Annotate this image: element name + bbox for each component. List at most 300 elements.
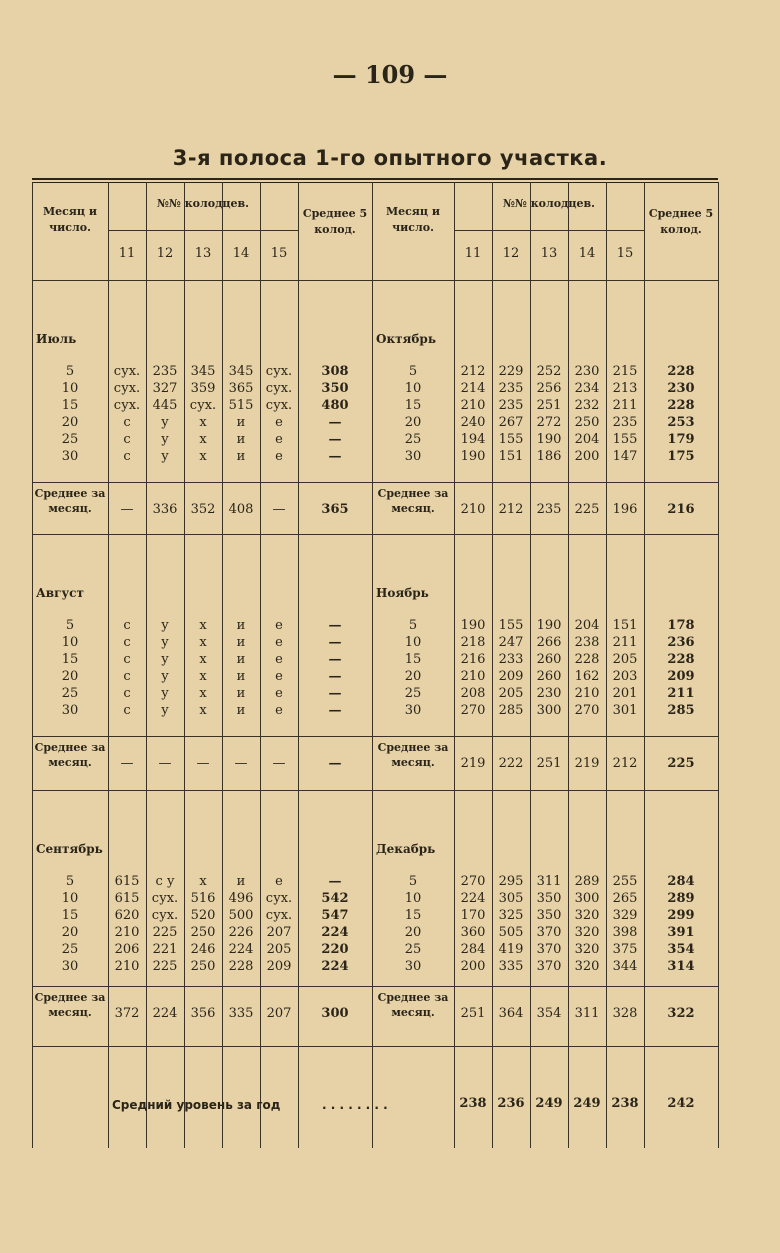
annual-average-value: 249 (573, 1096, 601, 1111)
well-value-cell: х (199, 432, 207, 447)
well-value-cell: сух. (151, 908, 179, 923)
day-cell: 25 (61, 942, 79, 957)
well-value-cell: 620 (114, 908, 140, 923)
well-value-cell: 265 (612, 891, 638, 906)
well-value-cell: 250 (574, 415, 600, 430)
row-rule (32, 736, 718, 737)
well-value-cell: с (123, 686, 131, 701)
month-average-value: 219 (574, 756, 600, 771)
well-value-cell: 365 (228, 381, 254, 396)
well-value-cell: 155 (498, 618, 524, 633)
well-value-cell: 209 (498, 669, 524, 684)
day-cell: 20 (404, 415, 422, 430)
well-value-cell: с (123, 652, 131, 667)
average-cell: 289 (667, 891, 695, 906)
well-value-cell: 235 (498, 381, 524, 396)
header-avg-label: Среднее 5 колод. (302, 207, 368, 236)
well-value-cell: 398 (612, 925, 638, 940)
well-value-cell: е (275, 686, 283, 701)
average-cell: 220 (321, 942, 349, 957)
month-name: Сентябрь (36, 842, 103, 856)
well-value-cell: 151 (612, 618, 638, 633)
well-value-cell: 305 (498, 891, 524, 906)
well-value-cell: 515 (228, 398, 254, 413)
well-value-cell: е (275, 652, 283, 667)
well-value-cell: и (236, 652, 246, 667)
well-value-cell: 230 (574, 364, 600, 379)
well-value-cell: х (199, 874, 207, 889)
month-average-value: 225 (667, 756, 695, 771)
well-value-cell: 232 (574, 398, 600, 413)
well-value-cell: 203 (612, 669, 638, 684)
average-cell: 224 (321, 925, 349, 940)
well-value-cell: 228 (574, 652, 600, 667)
average-cell: 175 (667, 449, 695, 464)
average-cell: 211 (667, 686, 695, 701)
day-cell: 30 (61, 959, 79, 974)
well-value-cell: 205 (612, 652, 638, 667)
day-cell: 20 (404, 925, 422, 940)
well-value-cell: 325 (498, 908, 524, 923)
well-value-cell: 272 (536, 415, 562, 430)
month-average-value: — (234, 756, 248, 771)
well-value-cell: 295 (498, 874, 524, 889)
month-average-value: 372 (114, 1006, 140, 1021)
well-value-cell: сух. (151, 891, 179, 906)
month-average-value: — (120, 502, 134, 517)
well-value-cell: 194 (460, 432, 486, 447)
well-value-cell: 230 (536, 686, 562, 701)
well-value-cell: 235 (612, 415, 638, 430)
well-value-cell: е (275, 703, 283, 718)
well-value-cell: 320 (574, 942, 600, 957)
well-value-cell: х (199, 703, 207, 718)
row-rule (32, 986, 718, 987)
well-value-cell: е (275, 449, 283, 464)
well-value-cell: 266 (536, 635, 562, 650)
well-value-cell: сух. (113, 381, 141, 396)
day-cell: 10 (404, 891, 422, 906)
well-value-cell: 270 (574, 703, 600, 718)
well-value-cell: 615 (114, 891, 140, 906)
well-value-cell: сух. (265, 908, 293, 923)
day-cell: 25 (404, 432, 422, 447)
well-value-cell: 370 (536, 959, 562, 974)
well-value-cell: 344 (612, 959, 638, 974)
well-value-cell: сух. (265, 891, 293, 906)
average-cell: 299 (667, 908, 695, 923)
annual-average-dots: . . . . . . . . (322, 1098, 388, 1112)
day-cell: 5 (408, 364, 418, 379)
header-well-number: 14 (578, 246, 596, 261)
month-average-value: 225 (574, 502, 600, 517)
well-value-cell: 206 (114, 942, 140, 957)
month-average-value: 210 (460, 502, 486, 517)
well-value-cell: 270 (460, 874, 486, 889)
well-value-cell: 228 (228, 959, 254, 974)
well-value-cell: 419 (498, 942, 524, 957)
month-average-value: 335 (228, 1006, 254, 1021)
well-value-cell: 234 (574, 381, 600, 396)
average-cell: 228 (667, 398, 695, 413)
month-average-value: — (272, 502, 286, 517)
well-value-cell: и (236, 432, 246, 447)
well-value-cell: 190 (460, 449, 486, 464)
well-value-cell: е (275, 618, 283, 633)
average-cell: — (328, 432, 342, 447)
well-value-cell: 505 (498, 925, 524, 940)
well-value-cell: 162 (574, 669, 600, 684)
well-value-cell: 615 (114, 874, 140, 889)
well-value-cell: 252 (536, 364, 562, 379)
average-cell: 179 (667, 432, 695, 447)
month-average-value: 354 (536, 1006, 562, 1021)
average-cell: — (328, 635, 342, 650)
average-cell: 391 (667, 925, 695, 940)
average-cell: 314 (667, 959, 695, 974)
well-value-cell: у (161, 618, 169, 633)
well-value-cell: 260 (536, 652, 562, 667)
table-top-rule (32, 178, 718, 180)
day-cell: 30 (404, 703, 422, 718)
well-value-cell: 209 (266, 959, 292, 974)
well-value-cell: х (199, 618, 207, 633)
well-value-cell: 224 (228, 942, 254, 957)
well-value-cell: с (123, 635, 131, 650)
well-value-cell: 251 (536, 398, 562, 413)
well-value-cell: 233 (498, 652, 524, 667)
average-cell: 285 (667, 703, 695, 718)
well-value-cell: 329 (612, 908, 638, 923)
header-well-number: 13 (540, 246, 558, 261)
average-cell: 236 (667, 635, 695, 650)
header-well-number: 15 (616, 246, 634, 261)
well-value-cell: с (123, 449, 131, 464)
well-value-cell: у (161, 635, 169, 650)
month-average-label: Среднее за месяц. (34, 991, 106, 1019)
annual-average-value: 249 (535, 1096, 563, 1111)
well-value-cell: 226 (228, 925, 254, 940)
well-value-cell: с (123, 415, 131, 430)
average-cell: 284 (667, 874, 695, 889)
well-value-cell: 210 (460, 398, 486, 413)
month-average-value: 235 (536, 502, 562, 517)
day-cell: 15 (61, 908, 79, 923)
day-cell: 20 (61, 925, 79, 940)
well-value-cell: 350 (536, 891, 562, 906)
well-value-cell: 210 (114, 925, 140, 940)
well-value-cell: 190 (536, 618, 562, 633)
well-value-cell: и (236, 703, 246, 718)
average-cell: — (328, 874, 342, 889)
day-cell: 10 (61, 635, 79, 650)
well-value-cell: 345 (190, 364, 216, 379)
well-value-cell: 520 (190, 908, 216, 923)
average-cell: 224 (321, 959, 349, 974)
header-month-label: Месяц и число. (42, 205, 98, 234)
month-average-label: Среднее за месяц. (34, 741, 106, 769)
well-value-cell: с у (155, 874, 175, 889)
row-rule (32, 534, 718, 535)
well-value-cell: и (236, 618, 246, 633)
page-number: — 109 — (332, 60, 448, 89)
well-value-cell: 256 (536, 381, 562, 396)
well-value-cell: е (275, 635, 283, 650)
day-cell: 25 (404, 686, 422, 701)
well-value-cell: 225 (152, 925, 178, 940)
month-average-value: — (272, 756, 286, 771)
average-cell: 547 (321, 908, 349, 923)
well-value-cell: 250 (190, 959, 216, 974)
day-cell: 30 (61, 449, 79, 464)
well-value-cell: 186 (536, 449, 562, 464)
page-title: 3-я полоса 1-го опытного участка. (172, 146, 608, 170)
average-cell: 350 (321, 381, 349, 396)
row-rule (108, 230, 298, 231)
well-value-cell: 311 (536, 874, 562, 889)
column-rule (718, 182, 719, 1148)
well-value-cell: 300 (536, 703, 562, 718)
month-average-value: 207 (266, 1006, 292, 1021)
well-value-cell: 370 (536, 942, 562, 957)
average-cell: — (328, 415, 342, 430)
well-value-cell: 246 (190, 942, 216, 957)
well-value-cell: у (161, 669, 169, 684)
average-cell: 308 (321, 364, 349, 379)
well-value-cell: 255 (612, 874, 638, 889)
well-value-cell: сух. (113, 364, 141, 379)
day-cell: 30 (61, 703, 79, 718)
well-value-cell: у (161, 652, 169, 667)
well-value-cell: сух. (265, 398, 293, 413)
day-cell: 10 (404, 635, 422, 650)
well-value-cell: 267 (498, 415, 524, 430)
month-name: Август (36, 586, 84, 600)
well-value-cell: х (199, 635, 207, 650)
month-average-value: 216 (667, 502, 695, 517)
well-value-cell: сух. (189, 398, 217, 413)
well-value-cell: и (236, 874, 246, 889)
month-average-value: 251 (460, 1006, 486, 1021)
well-value-cell: 147 (612, 449, 638, 464)
month-average-value: 212 (498, 502, 524, 517)
average-cell: — (328, 652, 342, 667)
row-rule (32, 790, 718, 791)
month-average-value: 322 (667, 1006, 695, 1021)
row-rule (454, 230, 644, 231)
well-value-cell: х (199, 415, 207, 430)
well-value-cell: 335 (498, 959, 524, 974)
average-cell: — (328, 449, 342, 464)
day-cell: 25 (61, 686, 79, 701)
month-average-label: Среднее за месяц. (377, 487, 449, 515)
well-value-cell: 445 (152, 398, 178, 413)
well-value-cell: 221 (152, 942, 178, 957)
well-value-cell: 210 (574, 686, 600, 701)
well-value-cell: и (236, 415, 246, 430)
well-value-cell: 215 (612, 364, 638, 379)
well-value-cell: у (161, 703, 169, 718)
well-value-cell: 320 (574, 908, 600, 923)
well-value-cell: 190 (460, 618, 486, 633)
month-average-value: — (196, 756, 210, 771)
average-cell: 542 (321, 891, 349, 906)
well-value-cell: 225 (152, 959, 178, 974)
day-cell: 25 (61, 432, 79, 447)
well-value-cell: 247 (498, 635, 524, 650)
well-value-cell: 235 (152, 364, 178, 379)
well-value-cell: с (123, 669, 131, 684)
day-cell: 15 (404, 398, 422, 413)
well-value-cell: 250 (190, 925, 216, 940)
day-cell: 20 (61, 669, 79, 684)
header-wells-label: №№ колодцев. (156, 197, 250, 210)
day-cell: 20 (61, 415, 79, 430)
average-cell: — (328, 618, 342, 633)
well-value-cell: 190 (536, 432, 562, 447)
month-average-value: 224 (152, 1006, 178, 1021)
month-average-value: 251 (536, 756, 562, 771)
well-value-cell: у (161, 449, 169, 464)
header-avg-label: Среднее 5 колод. (648, 207, 714, 236)
well-value-cell: 270 (460, 703, 486, 718)
well-value-cell: е (275, 415, 283, 430)
well-value-cell: 496 (228, 891, 254, 906)
average-cell: — (328, 703, 342, 718)
day-cell: 15 (61, 652, 79, 667)
month-average-value: 222 (498, 756, 524, 771)
well-value-cell: 210 (114, 959, 140, 974)
well-value-cell: и (236, 686, 246, 701)
month-average-value: 408 (228, 502, 254, 517)
well-value-cell: 238 (574, 635, 600, 650)
day-cell: 15 (404, 908, 422, 923)
average-cell: 209 (667, 669, 695, 684)
well-value-cell: 211 (612, 635, 638, 650)
well-value-cell: и (236, 669, 246, 684)
well-value-cell: у (161, 686, 169, 701)
well-value-cell: х (199, 669, 207, 684)
day-cell: 15 (61, 398, 79, 413)
well-value-cell: 216 (460, 652, 486, 667)
average-cell: — (328, 686, 342, 701)
day-cell: 5 (408, 874, 418, 889)
day-cell: 25 (404, 942, 422, 957)
well-value-cell: 201 (612, 686, 638, 701)
average-cell: — (328, 669, 342, 684)
well-value-cell: 285 (498, 703, 524, 718)
month-average-label: Среднее за месяц. (377, 741, 449, 769)
month-average-value: 356 (190, 1006, 216, 1021)
month-average-value: — (158, 756, 172, 771)
month-average-value: 311 (574, 1006, 600, 1021)
month-name: Ноябрь (376, 586, 429, 600)
well-value-cell: 170 (460, 908, 486, 923)
well-value-cell: 500 (228, 908, 254, 923)
header-wells-label: №№ колодцев. (502, 197, 596, 210)
well-value-cell: 320 (574, 925, 600, 940)
well-value-cell: 210 (460, 669, 486, 684)
day-cell: 10 (61, 381, 79, 396)
average-cell: 480 (321, 398, 349, 413)
header-well-number: 12 (502, 246, 520, 261)
day-cell: 5 (408, 618, 418, 633)
well-value-cell: 211 (612, 398, 638, 413)
month-average-value: 219 (460, 756, 486, 771)
well-value-cell: 224 (460, 891, 486, 906)
data-table (32, 178, 718, 1150)
well-value-cell: 208 (460, 686, 486, 701)
month-average-value: 352 (190, 502, 216, 517)
well-value-cell: 204 (574, 432, 600, 447)
header-well-number: 11 (464, 246, 482, 261)
day-cell: 10 (404, 381, 422, 396)
day-cell: 20 (404, 669, 422, 684)
month-average-value: 196 (612, 502, 638, 517)
well-value-cell: сух. (265, 381, 293, 396)
well-value-cell: 289 (574, 874, 600, 889)
month-average-value: 300 (321, 1006, 349, 1021)
month-average-value: — (120, 756, 134, 771)
well-value-cell: 214 (460, 381, 486, 396)
month-average-value: 328 (612, 1006, 638, 1021)
well-value-cell: сух. (265, 364, 293, 379)
month-average-label: Среднее за месяц. (377, 991, 449, 1019)
well-value-cell: и (236, 449, 246, 464)
well-value-cell: с (123, 618, 131, 633)
well-value-cell: 300 (574, 891, 600, 906)
well-value-cell: с (123, 703, 131, 718)
month-average-label: Среднее за месяц. (34, 487, 106, 515)
well-value-cell: 235 (498, 398, 524, 413)
month-average-value: — (328, 756, 342, 771)
annual-average-value: 236 (497, 1096, 525, 1111)
annual-average-value: 238 (611, 1096, 639, 1111)
well-value-cell: 240 (460, 415, 486, 430)
annual-average-value: 238 (459, 1096, 487, 1111)
well-value-cell: 260 (536, 669, 562, 684)
average-cell: 354 (667, 942, 695, 957)
well-value-cell: 360 (460, 925, 486, 940)
day-cell: 5 (65, 874, 75, 889)
well-value-cell: е (275, 432, 283, 447)
well-value-cell: 284 (460, 942, 486, 957)
header-well-number: 14 (232, 246, 250, 261)
well-value-cell: и (236, 635, 246, 650)
well-value-cell: 213 (612, 381, 638, 396)
well-value-cell: 155 (498, 432, 524, 447)
well-value-cell: е (275, 669, 283, 684)
well-value-cell: 218 (460, 635, 486, 650)
well-value-cell: сух. (113, 398, 141, 413)
well-value-cell: 359 (190, 381, 216, 396)
well-value-cell: е (275, 874, 283, 889)
well-value-cell: у (161, 432, 169, 447)
well-value-cell: 155 (612, 432, 638, 447)
day-cell: 15 (404, 652, 422, 667)
well-value-cell: х (199, 449, 207, 464)
well-value-cell: 229 (498, 364, 524, 379)
day-cell: 30 (404, 449, 422, 464)
well-value-cell: с (123, 432, 131, 447)
row-rule (32, 1046, 718, 1047)
well-value-cell: 320 (574, 959, 600, 974)
well-value-cell: х (199, 652, 207, 667)
annual-average-label: Средний уровень за год (112, 1098, 281, 1112)
average-cell: 228 (667, 364, 695, 379)
month-average-value: 364 (498, 1006, 524, 1021)
month-name: Октябрь (376, 332, 436, 346)
